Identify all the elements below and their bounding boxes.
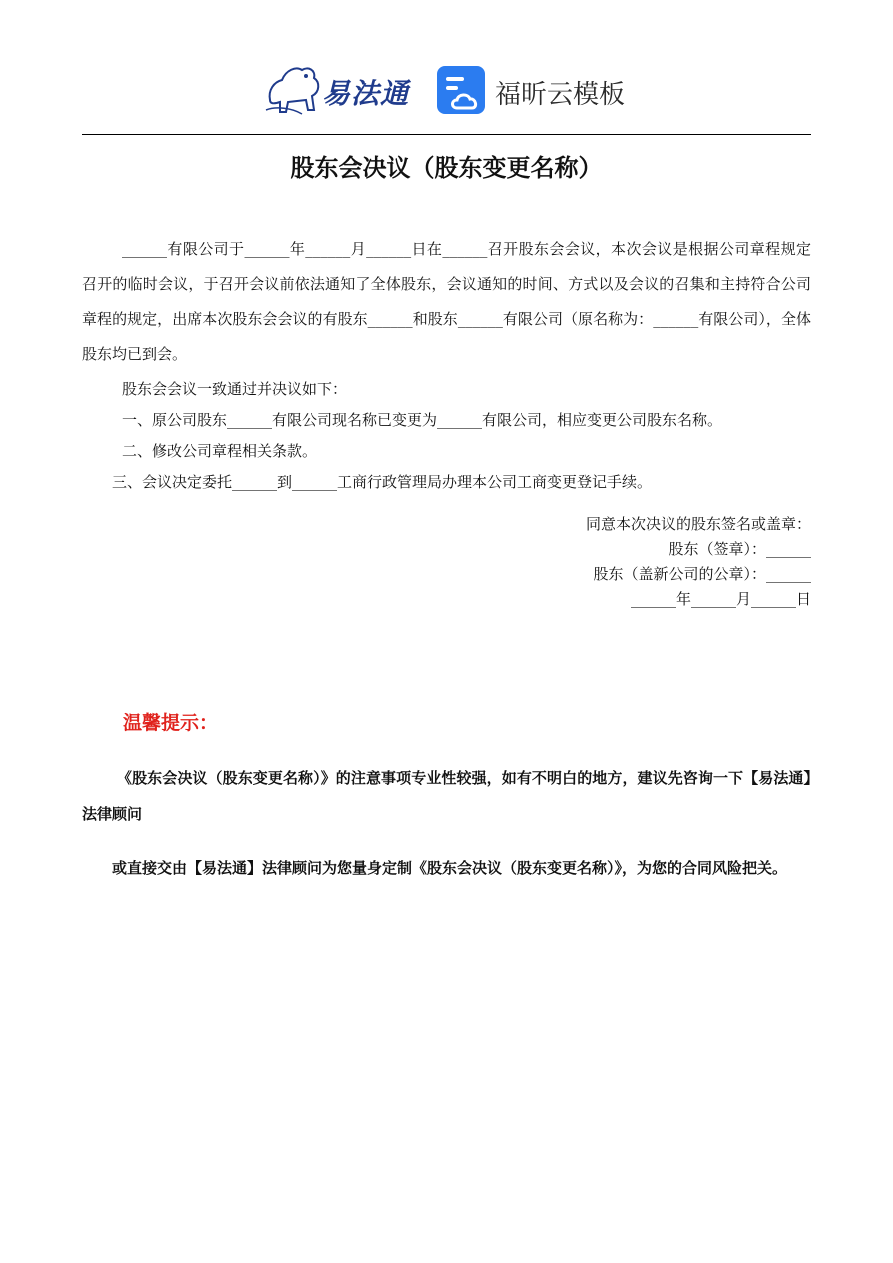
resolution-item-1: 一、原公司股东______有限公司现名称已变更为______有限公司，相应变更公司股东名称。 [122, 411, 723, 429]
resolution-intro: 股东会会议一致通过并决议如下： [122, 380, 348, 398]
sign-shareholder-field: 股东（签章）：______ [668, 540, 811, 558]
signature-block [586, 512, 811, 612]
qilin-icon [262, 60, 324, 118]
tip-paragraph-2: 或直接交由【易法通】法律顾问为您量身定制《股东会决议（股东变更名称）》，为您的合同风险把关。 [112, 859, 788, 877]
header-logos [0, 58, 893, 126]
yifatong-logo-text: 易法通 [322, 77, 410, 110]
meeting-paragraph: ______有限公司于______年______月______日在______召开股东会会议，本次会议是根据公司章程规定召开的临时会议，于召开会议前依法通知了全体股东，会议通知的时间、方式以及会议的召集和主持符合公司章程的规定，出席本次股东会会议的有股东______和股东______有限公司（原名称为：______有限公司），全体股东均已到会。 [82, 240, 811, 363]
cloud-document-icon [435, 64, 487, 116]
tip-paragraph-1: 《股东会决议（股东变更名称）》的注意事项专业性较强，如有不明白的地方，建议先咨询一下【易法通】法律顾问 [82, 769, 811, 823]
document-body [82, 232, 811, 498]
yifatong-logo [262, 58, 414, 120]
sign-company-seal-field: 股东（盖新公司的公章）：______ [593, 565, 811, 583]
fuxin-logo-text: 福昕云模板 [495, 80, 626, 110]
header-divider [82, 134, 811, 135]
resolution-item-3: 三、会议决定委托______到______工商行政管理局办理本公司工商变更登记手续。 [112, 473, 653, 491]
sign-agree-label: 同意本次决议的股东签名或盖章： [585, 515, 811, 533]
fuxin-logo [435, 64, 635, 120]
sign-date-field: ______年______月______日 [630, 590, 811, 608]
resolution-item-2: 二、修改公司章程相关条款。 [122, 442, 318, 460]
document-title: 股东会决议（股东变更名称） [290, 153, 603, 182]
tips-title: 温馨提示： [123, 712, 219, 734]
